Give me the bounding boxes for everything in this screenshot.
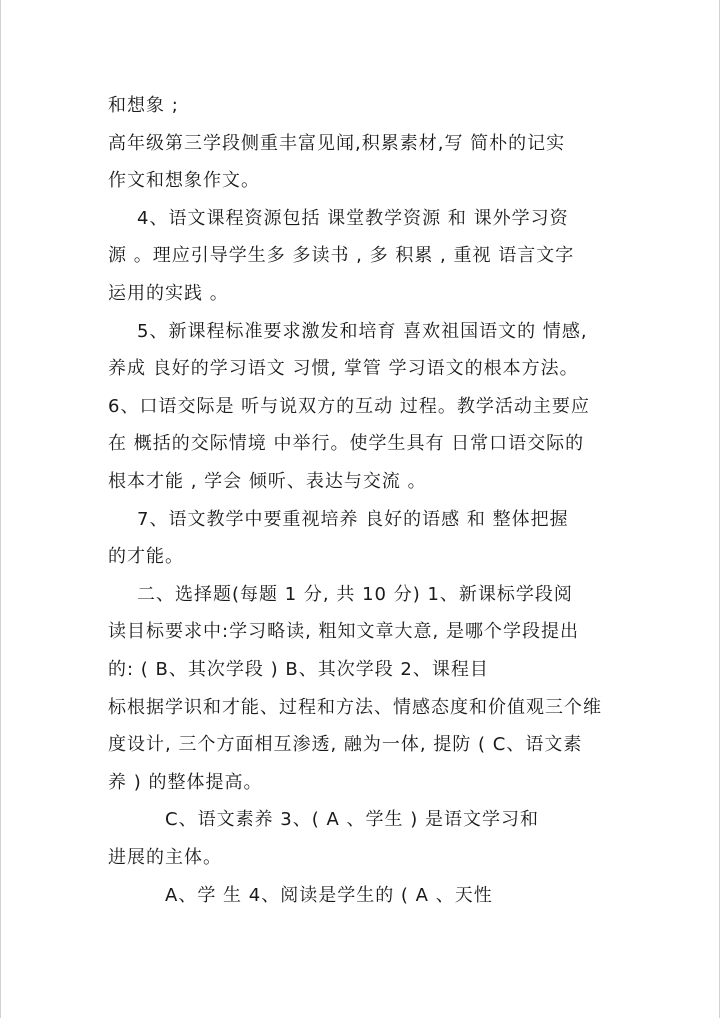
text-line-2: 高年级第三学段侧重丰富见闻,积累素材,写 简朴的记实 [108,133,566,154]
text-line-22: A、学 生 4、阅读是学生的 ( A 、天性 [165,885,493,906]
text-line-18: 度设计, 三个方面相互渗透, 融为一体, 提防 ( C、语文素 [108,734,583,755]
text-line-12: 7、语文教学中要重视培养 良好的语感 和 整体把握 [137,509,569,530]
text-line-16: 的: ( B、其次学段 ) B、其次学段 2、课程目 [108,659,489,680]
page-left-edge [0,0,1,1018]
text-line-3: 作文和想象作文。 [108,170,260,191]
text-line-6: 运用的实践 。 [108,283,229,304]
text-line-10: 在 概括的交际情境 中举行。使学生具有 日常口语交际的 [108,433,585,454]
text-line-17: 标根据学识和才能、过程和方法、情感态度和价值观三个维 [108,697,602,718]
text-line-21: 进展的主体。 [108,847,222,868]
text-line-5: 源 。理应引导学生多 多读书 , 多 积累 , 重视 语言文字 [108,245,575,266]
text-line-8: 养成 良好的学习语文 习惯, 掌管 学习语文的根本方法。 [108,358,579,379]
text-line-19: 养 ) 的整体提高。 [108,772,263,793]
text-line-13: 的才能。 [108,546,184,567]
text-line-14: 二、选择题(每题 1 分, 共 10 分) 1、新课标学段阅 [137,584,573,605]
text-line-1: 和想象 ; [108,95,179,116]
text-line-20: C、语文素养 3、( A 、学生 ) 是语文学习和 [165,809,539,830]
text-line-7: 5、新课程标准要求激发和培育 喜欢祖国语文的 情感, [137,321,588,342]
text-line-4: 4、语文课程资源包括 课堂教学资源 和 课外学习资 [137,208,569,229]
text-line-15: 读目标要求中:学习略读, 粗知文章大意, 是哪个学段提出 [108,621,579,642]
text-line-9: 6、口语交际是 听与说双方的互动 过程。教学活动主要应 [108,396,590,417]
text-line-11: 根本才能 , 学会 倾听、表达与交流 。 [108,471,427,492]
